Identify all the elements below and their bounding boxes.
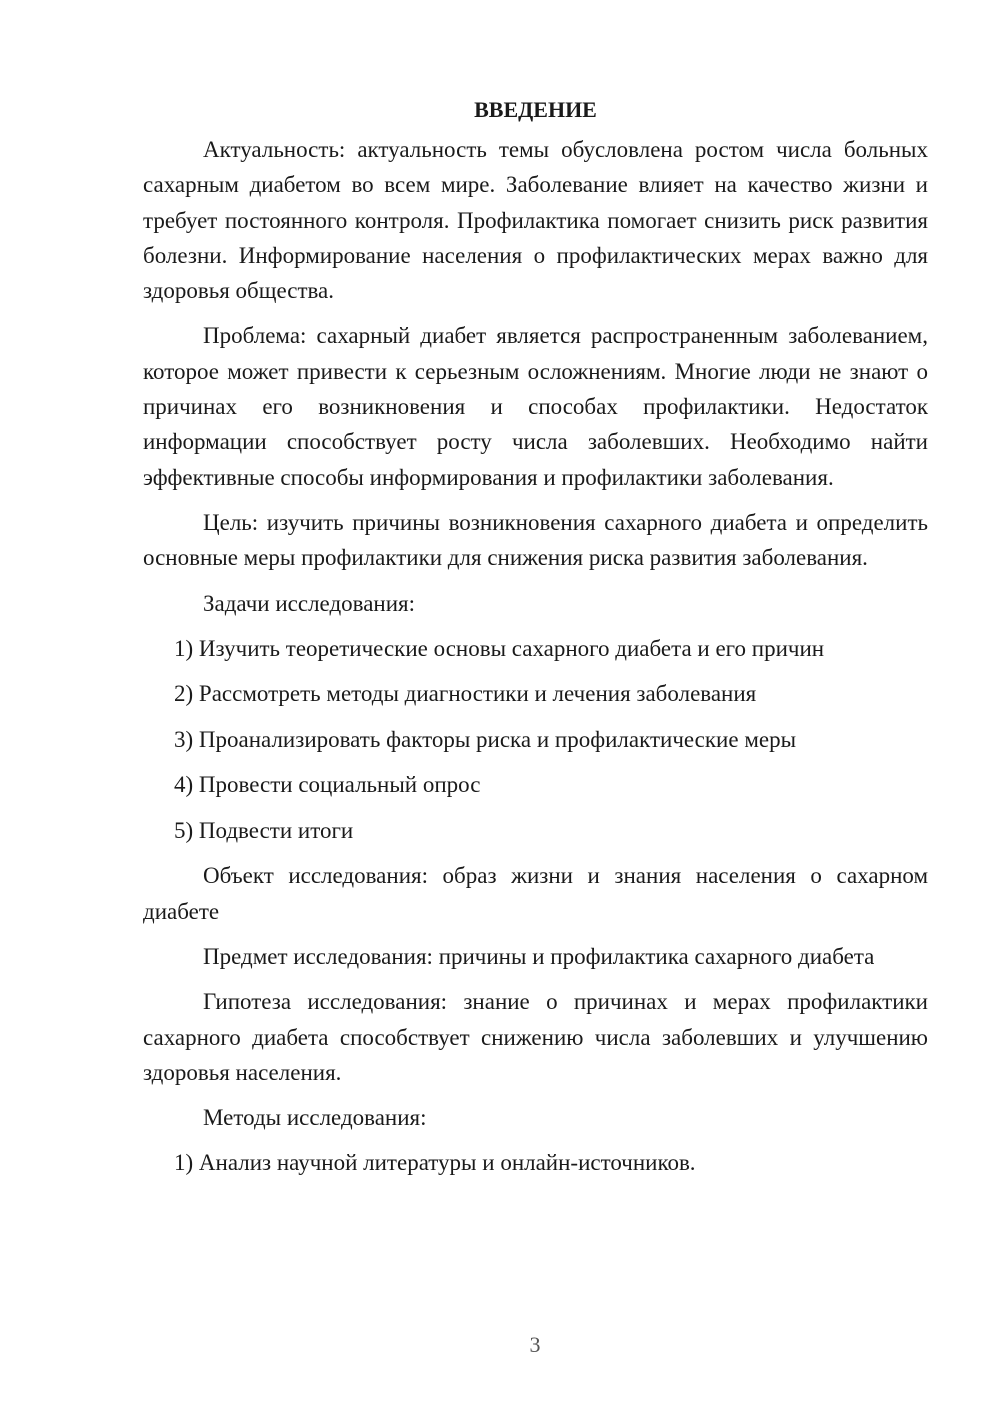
page-title: ВВЕДЕНИЕ xyxy=(474,97,597,122)
list-item: 4) Провести социальный опрос xyxy=(174,772,481,798)
paragraph-problem: Проблема: сахарный диабет является распространенным заболеванием, которое может привести к серьезным осложнениям. Многие люди не знают о причинах его возникновения и способах профилактики. Недостаток информации способствует росту числа заболевших. Необходимо найти эффективные способы информирования и профилактики заболевания. xyxy=(143,323,928,490)
document-page xyxy=(143,90,928,1191)
list-item: 1) Изучить теоретические основы сахарного диабета и его причин xyxy=(174,635,825,661)
list-item: 3) Проанализировать факторы риска и профилактические меры xyxy=(174,726,797,752)
paragraph-hypothesis: Гипотеза исследования: знание о причинах и мерах профилактики сахарного диабета способствует снижению числа заболевших и улучшению здоровья населения. xyxy=(143,989,928,1085)
page-number: 3 xyxy=(529,1332,541,1357)
list-item: 1) Анализ научной литературы и онлайн-источников. xyxy=(174,1150,696,1176)
paragraph-goal: Цель: изучить причины возникновения сахарного диабета и определить основные меры профилактики для снижения риска развития заболевания. xyxy=(143,509,928,571)
tasks-label: Задачи исследования: xyxy=(203,590,416,616)
paragraph-relevance: Актуальность: актуальность темы обусловлена ростом числа больных сахарным диабетом во всем мире. Заболевание влияет на качество жизни и требует постоянного контроля. Профилактика помогает снизить риск развития болезни. Информирование населения о профилактических мерах важно для здоровья общества. xyxy=(143,137,928,304)
list-item: 2) Рассмотреть методы диагностики и лечения заболевания xyxy=(174,681,757,707)
methods-list xyxy=(143,1145,928,1180)
paragraph-object: Объект исследования: образ жизни и знания населения о сахарном диабете xyxy=(143,863,928,924)
methods-label: Методы исследования: xyxy=(203,1105,427,1131)
paragraph-subject: Предмет исследования: причины и профилактика сахарного диабета xyxy=(203,943,875,969)
tasks-list xyxy=(143,631,928,848)
list-item: 5) Подвести итоги xyxy=(174,817,354,843)
